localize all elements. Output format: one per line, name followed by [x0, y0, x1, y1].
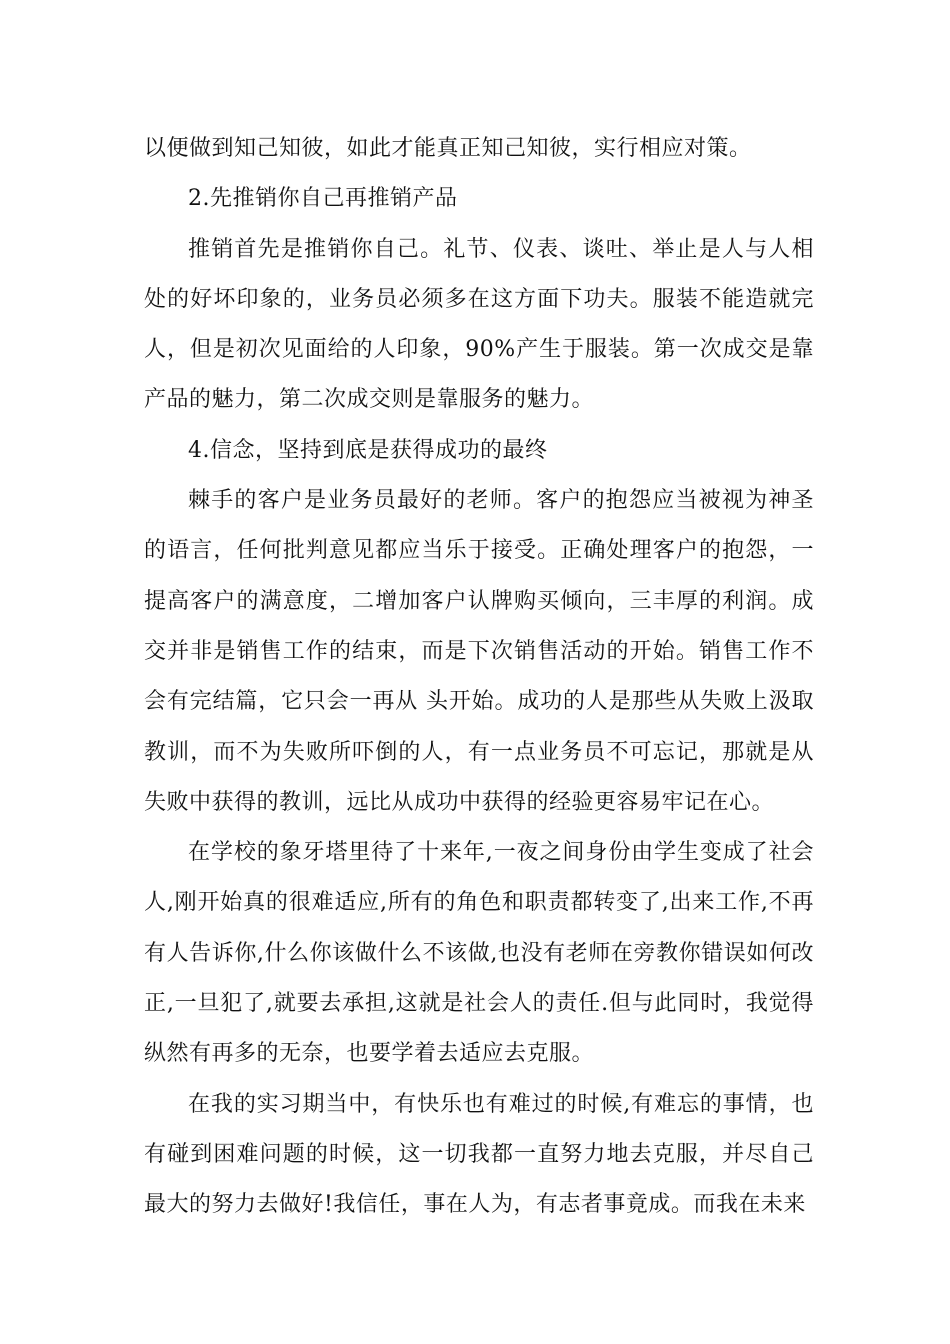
section-heading: 4.信念，坚持到底是获得成功的最终: [188, 437, 548, 463]
document-body: [144, 124, 814, 1231]
paragraph: 以便做到知己知彼，如此才能真正知己知彼，实行相应对策。: [144, 136, 752, 161]
paragraph: 在学校的象牙塔里待了十来年,一夜之间身份由学生变成了社会人,刚开始真的很难适应,所有的角色和职责都转变了,出来工作,不再有人告诉你,什么你该做什么不该做,也没有老师在旁教你错误如何改正,一旦犯了,就要去承担,这就是社会人的责任.但与此同时，我觉得纵然有再多的无奈，也要学着去适应去克服。: [144, 840, 814, 1067]
paragraph: 在我的实习期当中，有快乐也有难过的时候,有难忘的事情，也有碰到困难问题的时候，这一切我都一直努力地去克服，并尽自己最大的努力去做好!我信任，事在人为，有志者事竟成。而我在未来: [144, 1091, 814, 1218]
section-heading: 2.先推销你自己再推销产品: [188, 186, 458, 212]
paragraph: 棘手的客户是业务员最好的老师。客户的抱怨应当被视为神圣的语言，任何批判意见都应当乐于接受。正确处理客户的抱怨，一提高客户的满意度，二增加客户认牌购买倾向，三丰厚的利润。成交并非是销售工作的结束，而是下次销售活动的开始。销售工作不会有完结篇，它只会一再从 头开始。成功的人是那些从失败上汲取教训，而不为失败所吓倒的人，有一点业务员不可忘记，那就是从失败中获得的教训，远比从成功中获得的经验更容易牢记在心。: [144, 488, 814, 815]
paragraph: 推销首先是推销你自己。礼节、仪表、谈吐、举止是人与人相处的好坏印象的，业务员必须多在这方面下功夫。服装不能造就完人，但是初次见面给的人印象，90%产生于服装。第一次成交是靠产品的魅力，第二次成交则是靠服务的魅力。: [144, 236, 814, 413]
